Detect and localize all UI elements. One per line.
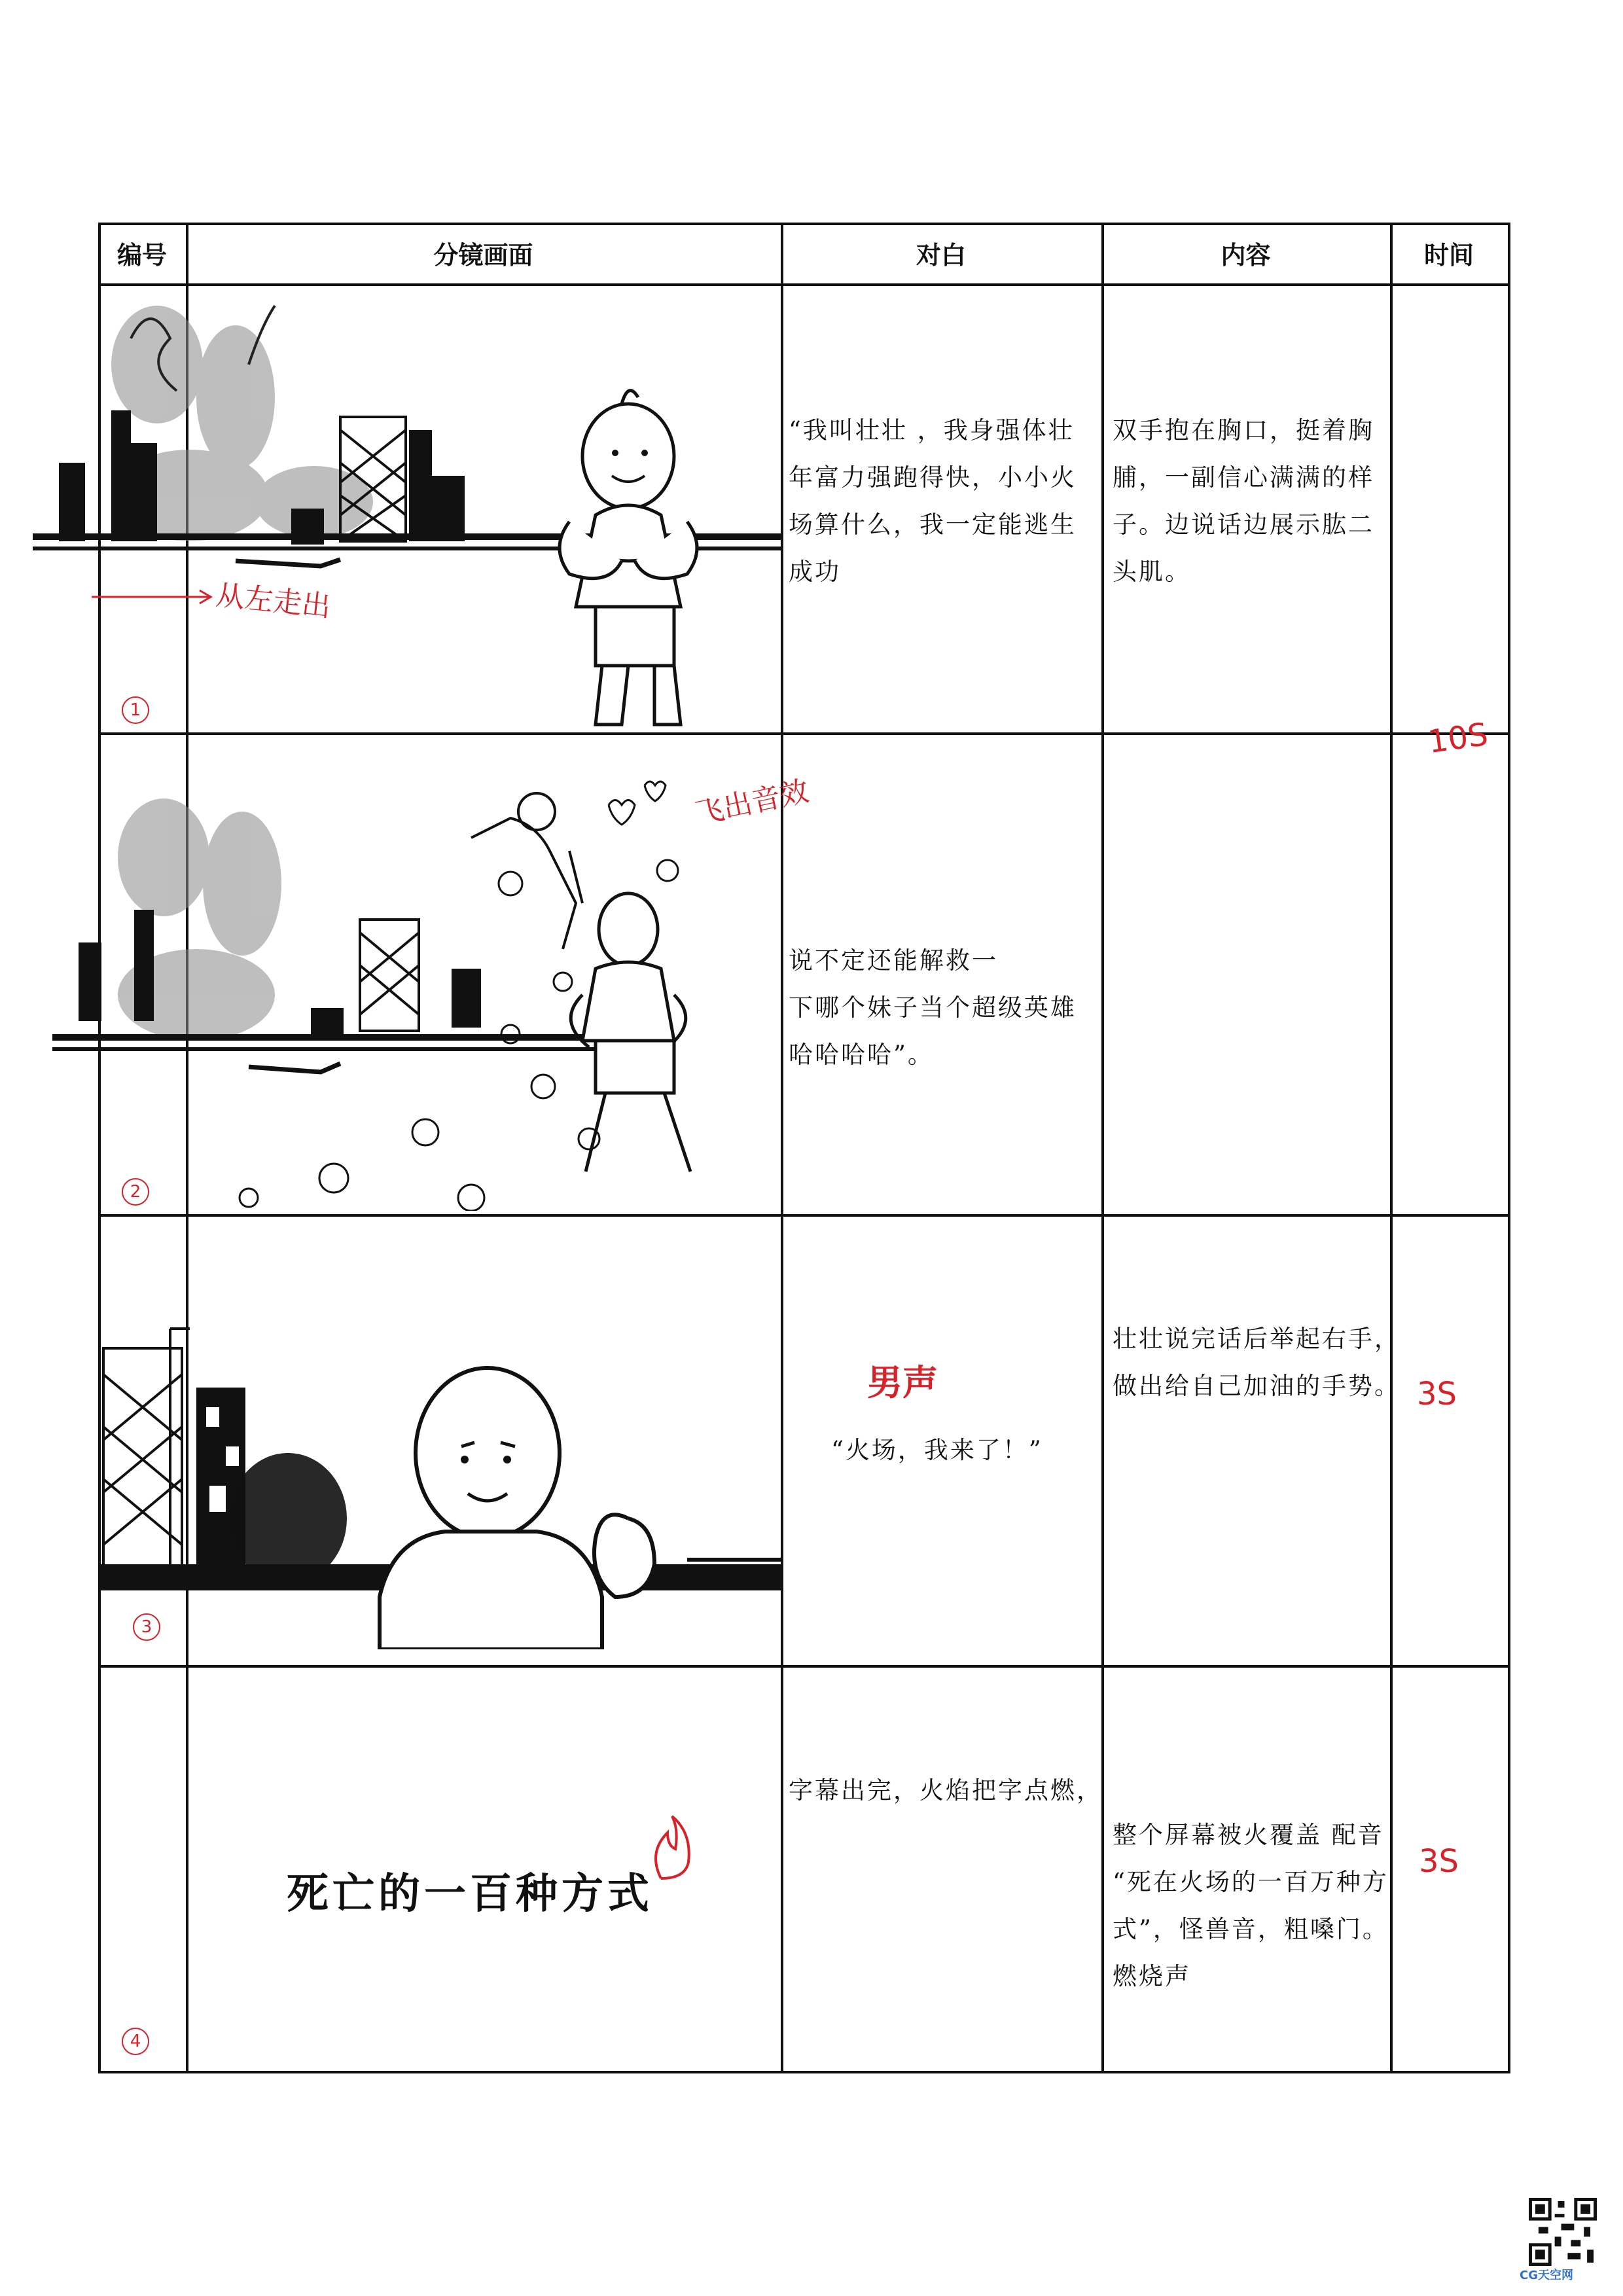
content-line: 燃烧声 bbox=[1113, 1962, 1191, 1990]
header-frame: 分镜画面 bbox=[433, 240, 533, 270]
dialogue-line: 说不定还能解救一 bbox=[789, 946, 998, 975]
grid-line bbox=[1508, 223, 1510, 2073]
dialogue-line: 字幕出完，火焰把字点燃， bbox=[789, 1776, 1103, 1804]
dialogue-4 bbox=[789, 1767, 1109, 1814]
dialogue-1 bbox=[789, 407, 1109, 596]
dialogue-line: 成功 bbox=[789, 558, 841, 586]
dialogue-line: “我叫壮壮 ，我身强体壮 bbox=[789, 416, 1075, 444]
watermark-caption: CG天空网 bbox=[1520, 2269, 1573, 2282]
dialogue-line: 下哪个妹子当个超级英雄 bbox=[789, 994, 1077, 1022]
content-line: 双手抱在胸口，挺着胸 bbox=[1113, 416, 1374, 444]
grid-line bbox=[98, 1214, 1510, 1217]
time-1: 10S bbox=[1425, 715, 1490, 761]
row-number-1: 1 bbox=[122, 696, 149, 724]
time-4: 3S bbox=[1419, 1843, 1459, 1880]
frame-sketch-2 bbox=[52, 746, 779, 1211]
row-number-2: 2 bbox=[122, 1178, 149, 1206]
content-line: 做出给自己加油的手势。 bbox=[1113, 1372, 1400, 1400]
content-1 bbox=[1113, 407, 1400, 596]
content-line: “死在火场的一百万种方 bbox=[1113, 1868, 1389, 1896]
content-line: 式”，怪兽音，粗嗓门。 bbox=[1113, 1915, 1389, 1943]
content-3 bbox=[1113, 1316, 1407, 1410]
flame-icon bbox=[648, 1813, 694, 1885]
voice-label-3: 男声 bbox=[867, 1362, 938, 1403]
content-4 bbox=[1113, 1812, 1407, 2000]
title-card-4: 死亡的一百种方式 bbox=[287, 1869, 653, 1918]
annotation-1: 从左走出 bbox=[214, 578, 332, 624]
header-number: 编号 bbox=[116, 240, 167, 270]
time-3: 3S bbox=[1417, 1376, 1457, 1412]
frame-sketch-3 bbox=[98, 1322, 782, 1649]
dialogue-line: 场算什么，我一定能逃生 bbox=[789, 511, 1077, 539]
dialogue-3 bbox=[831, 1427, 1106, 1474]
header-dialogue: 对白 bbox=[916, 240, 966, 270]
content-line: 子。边说话边展示肱二 bbox=[1113, 511, 1374, 539]
content-line: 脯，一副信心满满的样 bbox=[1113, 463, 1374, 492]
annotation-2: 飞出音效 bbox=[692, 774, 812, 831]
row-number-3: 3 bbox=[133, 1613, 160, 1641]
content-line: 壮壮说完话后举起右手， bbox=[1113, 1325, 1400, 1353]
content-line: 头肌。 bbox=[1113, 558, 1191, 586]
qr-code-icon bbox=[1529, 2198, 1597, 2266]
content-line: 整个屏幕被火覆盖 配音 bbox=[1113, 1821, 1384, 1849]
frame-sketch-1 bbox=[33, 286, 781, 731]
row-number-4: 4 bbox=[122, 2028, 149, 2055]
header-content: 内容 bbox=[1221, 240, 1271, 270]
dialogue-2 bbox=[789, 937, 1109, 1079]
grid-line bbox=[98, 1665, 1510, 1668]
grid-line bbox=[98, 2071, 1510, 2073]
grid-line bbox=[98, 732, 1510, 735]
dialogue-line: 哈哈哈哈”。 bbox=[789, 1041, 934, 1069]
header-time: 时间 bbox=[1423, 240, 1474, 270]
dialogue-line: 年富力强跑得快，小小火 bbox=[789, 463, 1077, 492]
dialogue-line: “火场，我来了！” bbox=[831, 1436, 1043, 1464]
grid-line bbox=[781, 223, 783, 2073]
